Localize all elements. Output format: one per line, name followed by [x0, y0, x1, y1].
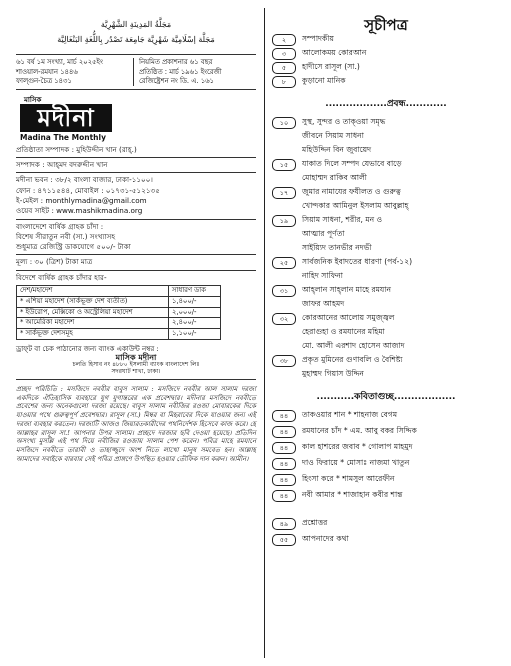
- bank-account-number: চলতি হিসাব নং ৪৮৮০ ইসলামী ব্যাংক বাংলাদেশ লিঃ: [72, 361, 200, 369]
- table-header: [17, 285, 221, 296]
- table-row: [17, 307, 221, 318]
- toc-item[interactable]: [272, 243, 500, 255]
- toc-item[interactable]: [272, 159, 500, 171]
- page-number-badge: ২৫: [272, 257, 296, 269]
- cover-description: প্রচ্ছদ পরিচিতি : মসজিদে নববীর বাবুস সালাম : মসজিদে নববীর আল সালাম দরজা একদিকে ঐতিহাসিক ব্যবহারে যুগ যুগান্তরের এক প্রবেশদ্বার। মদীনার মসজিদে নববীতে প্রবেশের জন্য অনেকগুলো দরজা রয়েছে। বাবুস সালাম নবীজির রওজা মোবারকের দিকে যাওয়ার পথে গুরুত্বপূর্ণ প্রবেশদ্বার। রাসূল (সা.) মিম্বর বা মিহরাবের দিকে যাওয়ার জন্য এই দরজা ব্যবহার করতেন। দরজাটি আজও জিয়ারতকারীদের পথনির্দেশক হিসেবে কাজ করে। হে আল্লাহর রাসূল সা.! আপনার উপর সালাম। প্রচ্ছদে দরজার ছবি দেওয়া হয়েছে। প্রতিদিন অসংখ্য মুসল্লি এই পথ দিয়ে নবীজির রওজায় সালাম পেশ করেন। পবিত্র মাহে রমযানে মসজিদে নববীতে তারাবী ও তাহাজ্জুদে অংশ নিতে লাখো মানুষ সমবেত হন। আল্লাহ আমাদের সবাইকে বারবার সেই পবিত্র প্রাঙ্গণে উপস্থিত হওয়ার তৌফিক দান করুন। আমীন।: [16, 385, 256, 463]
- toc-item-title: কাল হাশরের জবাব * গোলাপ মাহমুদ: [302, 442, 413, 451]
- page-number-badge: ১৯: [272, 215, 296, 227]
- table-header-cell: দেশ/মহাদেশ: [17, 285, 169, 296]
- logo-text: মদীনা: [37, 102, 95, 132]
- toc-item-title: সিয়াম সাধনা, শরীর, মন ও: [302, 215, 383, 224]
- table-row: [17, 329, 221, 340]
- column-divider: [264, 8, 265, 658]
- bank-info: [16, 345, 256, 376]
- toc-item-title: হেরাগুহা ও রমযানের মহিমা: [302, 327, 385, 336]
- table-row: [17, 296, 221, 307]
- foreign-fee-title: বিদেশে বার্ষিক গ্রাহক চাঁদার হার-: [16, 272, 107, 282]
- toc-item[interactable]: [272, 341, 500, 353]
- toc-item[interactable]: [272, 285, 500, 297]
- toc-item-title: মো. আলী এরশাদ হোসেন আজাদ: [302, 341, 405, 350]
- toc-item[interactable]: [272, 131, 500, 143]
- page-number-badge: ৩১: [272, 285, 296, 297]
- toc-item-title: যাকাত দিলে সম্পদ যেভাবে বাড়ে: [302, 159, 402, 168]
- toc-item[interactable]: [272, 173, 500, 185]
- foreign-fee-table: [16, 285, 221, 340]
- toc-item-title: হাদীসে রাসূল (সা.): [302, 62, 360, 71]
- page-number-badge: ৪৪: [272, 474, 296, 486]
- toc-item[interactable]: [272, 327, 500, 339]
- page-number-badge: ১০: [272, 117, 296, 129]
- toc-item-title: দাও ফিরায়ে * মোসাঃ নাজমা খাতুন: [302, 458, 410, 467]
- table-cell: * সার্কভূক্ত দেশসমূহ: [17, 329, 169, 340]
- toc-poem-list: [272, 410, 500, 502]
- toc-item-title: নাহিদ সাফিনা: [302, 271, 343, 280]
- page-number-badge: ৮: [272, 76, 296, 88]
- toc-item-title: কুড়ানো মানিক: [302, 76, 346, 85]
- page-number-badge: ৪৪: [272, 458, 296, 470]
- toc-item[interactable]: [272, 76, 500, 88]
- toc-item[interactable]: [272, 257, 500, 269]
- masthead-english: Madina The Monthly: [20, 132, 106, 142]
- toc-item-title: রমযানের চাঁদ * এম. আবু বকর সিদ্দিক: [302, 426, 417, 435]
- page-number-badge: ২: [272, 34, 296, 46]
- contact-info: [16, 146, 256, 282]
- toc-item-title: জাফর আহমদ: [302, 299, 345, 308]
- masthead: [16, 96, 256, 144]
- table-cell: * এশিয়া মহাদেশ (সার্কভূক্ত দেশ ব্যতীত): [17, 296, 169, 307]
- toc-item-title: সুস্থ, সুন্দর ও তাক্ওয়া সমৃদ্ধ: [302, 117, 386, 126]
- annual-fee-line2: শুধুমাত্র রেজিস্ট্রি ডাকযোগে ৫০০/- টাকা: [16, 242, 131, 252]
- toc-title: সূচীপত্র: [364, 16, 408, 34]
- issue-meta: [16, 54, 256, 90]
- toc-top-list: [272, 34, 500, 88]
- divider: [16, 219, 256, 220]
- toc-item[interactable]: [272, 518, 500, 530]
- issue-date-block: [16, 58, 133, 86]
- masthead-monthly: মাসিক: [24, 95, 42, 104]
- toc-item-title: জীবনে সিয়াম সাধনা: [302, 131, 364, 140]
- toc-item[interactable]: [272, 313, 500, 325]
- page-number-badge: ৫৫: [272, 534, 296, 546]
- page-number-badge: ৩৮: [272, 355, 296, 367]
- toc-item[interactable]: [272, 426, 500, 438]
- table-cell: ১,১০০/-: [168, 329, 220, 340]
- page-number-badge: ৪৪: [272, 426, 296, 438]
- toc-item[interactable]: [272, 215, 500, 227]
- toc-item-title: প্রকৃত মুমিনের গুণাবলি ও বৈশিষ্ট্য: [302, 355, 403, 364]
- annual-fee-line1: বিশেষ সীরাতুন নবী (সা.) সংখ্যাসহ: [16, 231, 116, 241]
- arabic-title: مَجَلَّةُ المَدِينَةِ الشَّهْرِيَّة: [100, 20, 172, 29]
- toc-item[interactable]: [272, 490, 500, 502]
- arabic-subtitle: مَجَلَّة إسْلَامِيَّة شَهْرِيَّة جَامِعَة تَصْدُر بِاللُّغَةِ البَنْغَالِيَّة: [57, 35, 215, 45]
- toc-item-title: মোহাম্মদ রাকিব আলী: [302, 173, 367, 182]
- toc-item[interactable]: [272, 355, 500, 367]
- toc-item-title: মহিউদ্দিন বিন জুবায়েদ: [302, 145, 372, 154]
- section-heading-poems: ...........কবিতাগুচ্ছ..................: [316, 392, 456, 402]
- section-heading-articles: ..................প্রবন্ধ............: [325, 99, 447, 109]
- phone-line: ফোন : ৪৭১১৫৪৪, মোবাইল : ০১৭৩১-৫১২১৩৫: [16, 185, 160, 195]
- divider: [16, 172, 256, 173]
- toc-item[interactable]: [272, 201, 500, 213]
- divider: [16, 254, 256, 255]
- page-number-badge: ১৫: [272, 159, 296, 171]
- founded-line: প্রতিষ্ঠিত : মার্চ ১৯৬১ ইংরেজী: [139, 67, 222, 76]
- toc-item[interactable]: [272, 117, 500, 129]
- toc-item-title: সাইয়্যিদ তানভীর নদভী: [302, 243, 372, 252]
- toc-item-title: নবী আমার * শাজাহান কবীর শান্ত: [302, 490, 403, 499]
- page-number-badge: ১৭: [272, 187, 296, 199]
- page-number-badge: ৪৯: [272, 518, 296, 530]
- publication-block: [133, 58, 256, 86]
- table-header-cell: সাধারণ ডাক: [168, 285, 220, 296]
- toc-item[interactable]: [272, 410, 500, 422]
- table-row: [17, 318, 221, 329]
- hijri-line: শাওয়াল-রমযান ১৪৪৬: [16, 67, 78, 76]
- years-line: নিয়মিত প্রকাশনার ৬১ বছর: [139, 58, 213, 67]
- table-of-contents: [272, 12, 500, 662]
- issue-line: ৬১ বর্ষ ১ম সংখ্যা, মার্চ ২০২৫ইং: [16, 58, 103, 67]
- toc-bottom-list: [272, 518, 500, 546]
- toc-item-title: প্রশ্নোত্তর: [302, 518, 328, 527]
- toc-item[interactable]: [272, 271, 500, 283]
- page-number-badge: ৪৪: [272, 442, 296, 454]
- toc-item[interactable]: [272, 474, 500, 486]
- toc-item[interactable]: [272, 48, 500, 60]
- email-line: ই-মেইল : monthlymadina@gmail.com: [16, 196, 147, 206]
- table-cell: * ইউরোপ, মেক্সিকো ও অস্ট্রেলিয়া মহাদেশ: [17, 307, 169, 318]
- page-number-badge: ৩২: [272, 313, 296, 325]
- divider: [16, 157, 256, 158]
- annual-fee-title: বাংলাদেশে বার্ষিক গ্রাহক চাঁদা :: [16, 221, 104, 231]
- page-number-badge: ৫: [272, 62, 296, 74]
- toc-item-title: জুমার নামাযের ফযীলত ও গুরুত্ব: [302, 187, 401, 196]
- website-line: ওয়েব সাইট : www.mashikmadina.org: [16, 206, 143, 216]
- table-cell: ২,০০০/-: [168, 307, 220, 318]
- editor-line: সম্পাদক : আহ্‌মদ বদরুদ্দীন খান: [16, 160, 108, 170]
- price-line: মূল্য : ৩০ (ত্রিশ) টাকা মাত্র: [16, 257, 93, 267]
- masthead-column: [16, 12, 256, 662]
- toc-item[interactable]: [272, 299, 500, 311]
- page-number-badge: ৪৪: [272, 490, 296, 502]
- toc-item-title: আলোকময় কোরআন: [302, 48, 367, 57]
- registration-line: রেজিষ্ট্রেশন নং ডি. এ. ১৬১: [139, 76, 214, 85]
- toc-item-title: মুহাম্মদ গিয়াস উদ্দিন: [302, 369, 364, 378]
- toc-item[interactable]: [272, 34, 500, 46]
- table-cell: * আমেরিকা মহাদেশ: [17, 318, 169, 329]
- divider: [16, 379, 256, 380]
- toc-item[interactable]: [272, 534, 500, 546]
- address-line: মদীনা ভবন : ৩৮/২ বাংলা বাজার, ঢাকা-১১০০।: [16, 175, 153, 185]
- page-number-badge: ৩: [272, 48, 296, 60]
- table-cell: ২,৪০০/-: [168, 318, 220, 329]
- divider: [16, 270, 256, 271]
- bangla-line: ফাল্গুন-চৈত্র ১৪৩১: [16, 76, 72, 85]
- bank-account-name: মাসিক মদীনা: [115, 353, 157, 363]
- toc-item[interactable]: [272, 187, 500, 199]
- bank-draft-line: ড্রাফ্‌ট বা চেক পাঠানোর জন্য ব্যাংক একাউন্ট নম্বর :: [16, 345, 159, 354]
- toc-item[interactable]: [272, 229, 500, 241]
- toc-item-title: আত্মার পূর্ণতা: [302, 229, 345, 238]
- page-number-badge: ৪৪: [272, 410, 296, 422]
- toc-item-title: সার্বজনিক ইবাদতের ধারণা (পর্ব-১২): [302, 257, 413, 266]
- toc-item[interactable]: [272, 442, 500, 454]
- madina-logo: [20, 104, 112, 132]
- toc-item-title: হিংসা করে * শামসুল আরেফীন: [302, 474, 395, 483]
- toc-item-title: খোন্দকার আমিনুল ইসলাম আবুল্লাহ্: [302, 201, 409, 210]
- founder-line: প্রতিষ্ঠাতা সম্পাদক : মুহিউদ্দীন খান (রাহ্.): [16, 144, 137, 154]
- toc-item-title: কোরআনের আলোয় সমুজ্জ্বল: [302, 313, 395, 322]
- toc-item-title: সম্পাদকীয়: [302, 34, 334, 43]
- toc-item[interactable]: [272, 62, 500, 74]
- toc-article-list: [272, 117, 500, 381]
- toc-item-title: তাকওয়ার শান * শাহনাজ বেগম: [302, 410, 398, 419]
- toc-item-title: আপনাদের কথা: [302, 534, 349, 543]
- toc-item[interactable]: [272, 369, 500, 381]
- spacer: [272, 506, 500, 518]
- table-cell: ১,৪০০/-: [168, 296, 220, 307]
- bank-branch: সদরঘাট শাখা, ঢাকা।: [111, 368, 161, 376]
- toc-item-title: আহ্‌লান সাহ্‌লান মাহে রমযান: [302, 285, 392, 294]
- toc-item[interactable]: [272, 145, 500, 157]
- toc-item[interactable]: [272, 458, 500, 470]
